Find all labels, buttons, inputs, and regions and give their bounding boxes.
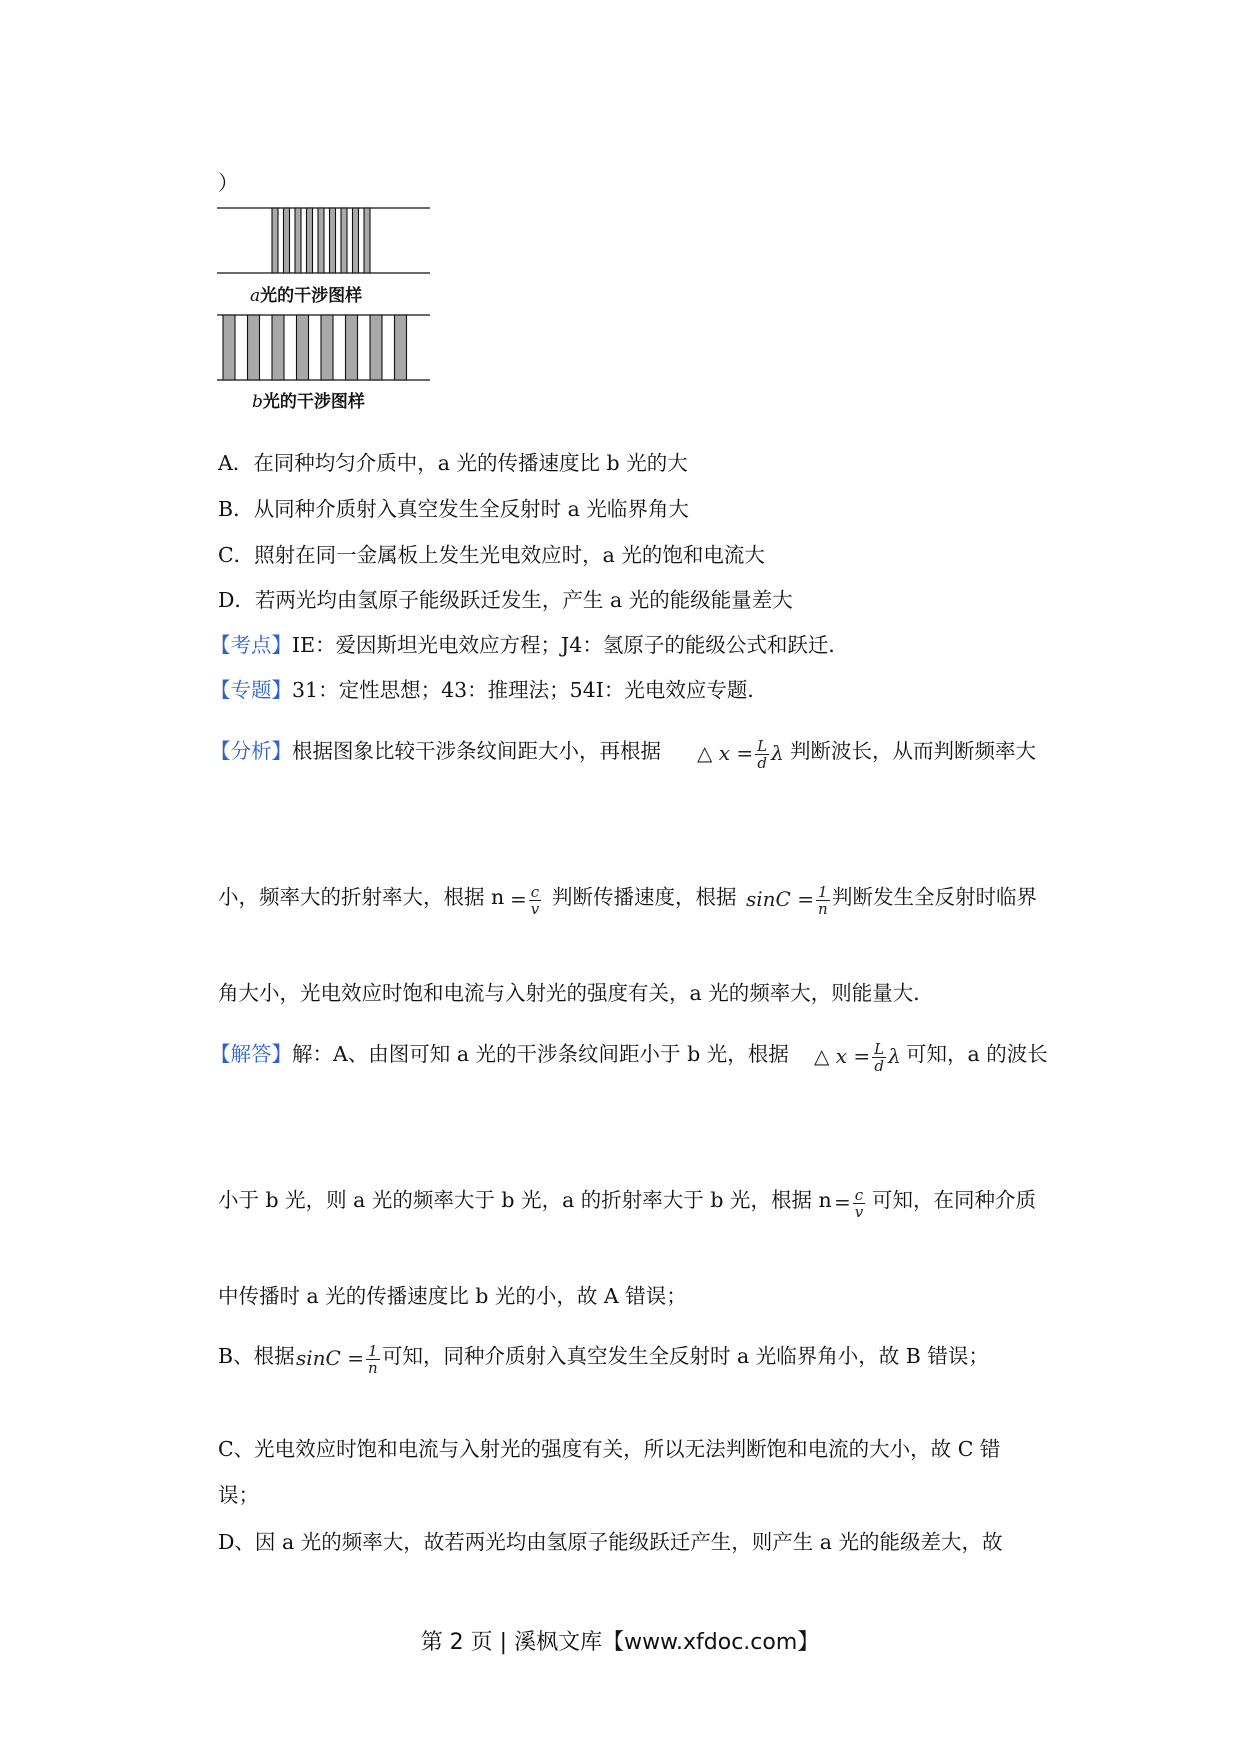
formula-den: v: [530, 900, 540, 918]
fringe-b: [223, 315, 235, 380]
jieda-d-line1: D、因 a 光的频率大，故若两光均由氢原子能级跃迁产生，则产生 a 光的能级差大，故: [218, 1530, 1003, 1554]
fringe-a: [341, 208, 347, 273]
formula-fringe-spacing-2: [814, 1041, 901, 1074]
fenxi-line2-c: 判断发生全反射时临界: [832, 885, 1037, 909]
caption-b: b光的干涉图样: [252, 392, 365, 412]
option-d: D．若两光均由氢原子能级跃迁发生，产生 a 光的能级能量差大: [218, 588, 793, 612]
formula-lambda: λ: [771, 741, 784, 765]
formula-fraction: [529, 884, 541, 917]
fringe-b: [272, 315, 284, 380]
pattern-a: [217, 208, 430, 273]
fringe-a: [307, 208, 313, 273]
formula-sinc-1: [746, 884, 832, 917]
jieda-line2-b: 可知，在同种介质: [872, 1188, 1036, 1212]
fringe-b: [321, 315, 333, 380]
formula-sinc-2: [296, 1343, 382, 1376]
formula-fringe-spacing-1: [697, 738, 784, 771]
formula-sin-prefix: sinC =: [746, 887, 814, 911]
formula-num: L: [874, 1040, 885, 1058]
option-c: C．照射在同一金属板上发生光电效应时，a 光的饱和电流大: [218, 543, 765, 567]
zhuanti-tag: 【专题】: [210, 678, 292, 702]
fenxi-line2-a: 小，频率大的折射率大，根据 n: [218, 885, 505, 909]
formula-dx-prefix: △ x =: [697, 741, 754, 765]
pattern-b: [217, 315, 430, 380]
formula-num: 1: [816, 884, 830, 901]
formula-lambda: λ: [888, 1044, 901, 1068]
formula-sin-prefix: sinC =: [296, 1346, 364, 1370]
closing-paren: ）: [218, 171, 239, 195]
fringe-a: [330, 208, 336, 273]
fringe-b: [370, 315, 382, 380]
formula-fraction: [872, 1041, 886, 1074]
interference-figure: [215, 200, 440, 415]
caption-b-text: 光的干涉图样: [262, 392, 365, 412]
formula-eq: =: [834, 1190, 851, 1214]
formula-den: v: [854, 1203, 864, 1221]
formula-den: n: [817, 900, 828, 918]
fenxi-line1: [210, 734, 661, 764]
formula-fraction: [755, 738, 769, 771]
kaodian-tag: 【考点】: [210, 633, 292, 657]
fringe-b: [395, 315, 407, 380]
fenxi-text-1: 根据图象比较干涉条纹间距大小，再根据: [292, 739, 661, 763]
fringe-a: [364, 208, 370, 273]
fringe-a: [272, 208, 278, 273]
zhuanti-text: 31：定性思想；43：推理法；54I：光电效应专题．: [292, 678, 768, 702]
fenxi-line3: 角大小，光电效应时饱和电流与入射光的强度有关，a 光的频率大，则能量大．: [218, 981, 934, 1005]
formula-den: d: [757, 754, 767, 772]
formula-num: c: [853, 1187, 865, 1204]
fringe-a: [284, 208, 290, 273]
fenxi-text-2: 判断波长，从而判断频率大: [790, 739, 1036, 763]
formula-n-c-over-v-1: [510, 884, 543, 917]
formula-fraction: [853, 1187, 865, 1220]
fringe-a: [295, 208, 301, 273]
zhuanti-line: [210, 673, 768, 703]
option-b: B．从同种介质射入真空发生全反射时 a 光临界角大: [218, 497, 689, 521]
fenxi-tag: 【分析】: [210, 739, 292, 763]
formula-fraction: [366, 1343, 380, 1376]
formula-dx-prefix: △ x =: [814, 1044, 871, 1068]
jieda-text-2: 可知，a 的波长: [906, 1042, 1048, 1066]
jieda-tag: 【解答】: [210, 1042, 292, 1066]
kaodian-line: [210, 628, 849, 658]
caption-a: a光的干涉图样: [250, 286, 363, 306]
formula-den: d: [874, 1057, 884, 1075]
fringe-a: [353, 208, 359, 273]
formula-eq: =: [510, 887, 527, 911]
option-a: A．在同种均匀介质中，a 光的传播速度比 b 光的大: [218, 451, 688, 475]
fringe-b: [346, 315, 358, 380]
jieda-text-1: 解：A、由图可知 a 光的干涉条纹间距小于 b 光，根据: [292, 1042, 789, 1066]
fenxi-line2-b: 判断传播速度，根据: [552, 885, 737, 909]
kaodian-text: IE：爱因斯坦光电效应方程；J4：氢原子的能级公式和跃迁．: [292, 633, 849, 657]
page-footer: 第 2 页 | 溪枫文库【www.xfdoc.com】: [420, 1630, 820, 1655]
jieda-c-line1: C、光电效应时饱和电流与入射光的强度有关，所以无法判断饱和电流的大小，故 C 错: [218, 1437, 1001, 1461]
caption-a-text: 光的干涉图样: [260, 286, 363, 306]
jieda-c-line2: 误；: [218, 1483, 259, 1507]
jieda-b-a: B、根据: [218, 1344, 295, 1368]
fringe-a: [318, 208, 324, 273]
jieda-line1: [210, 1037, 789, 1067]
formula-fraction: [816, 884, 830, 917]
formula-n-c-over-v-2: [834, 1187, 867, 1220]
fringe-b: [297, 315, 309, 380]
formula-num: 1: [366, 1343, 380, 1360]
formula-num: L: [757, 737, 768, 755]
jieda-b-b: 可知，同种介质射入真空发生全反射时 a 光临界角小，故 B 错误；: [382, 1344, 989, 1368]
formula-num: c: [529, 884, 541, 901]
formula-den: n: [367, 1359, 378, 1377]
jieda-line3: 中传播时 a 光的传播速度比 b 光的小，故 A 错误；: [218, 1284, 687, 1308]
fringe-b: [248, 315, 260, 380]
jieda-line2-a: 小于 b 光，则 a 光的频率大于 b 光，a 的折射率大于 b 光，根据 n: [218, 1188, 832, 1212]
